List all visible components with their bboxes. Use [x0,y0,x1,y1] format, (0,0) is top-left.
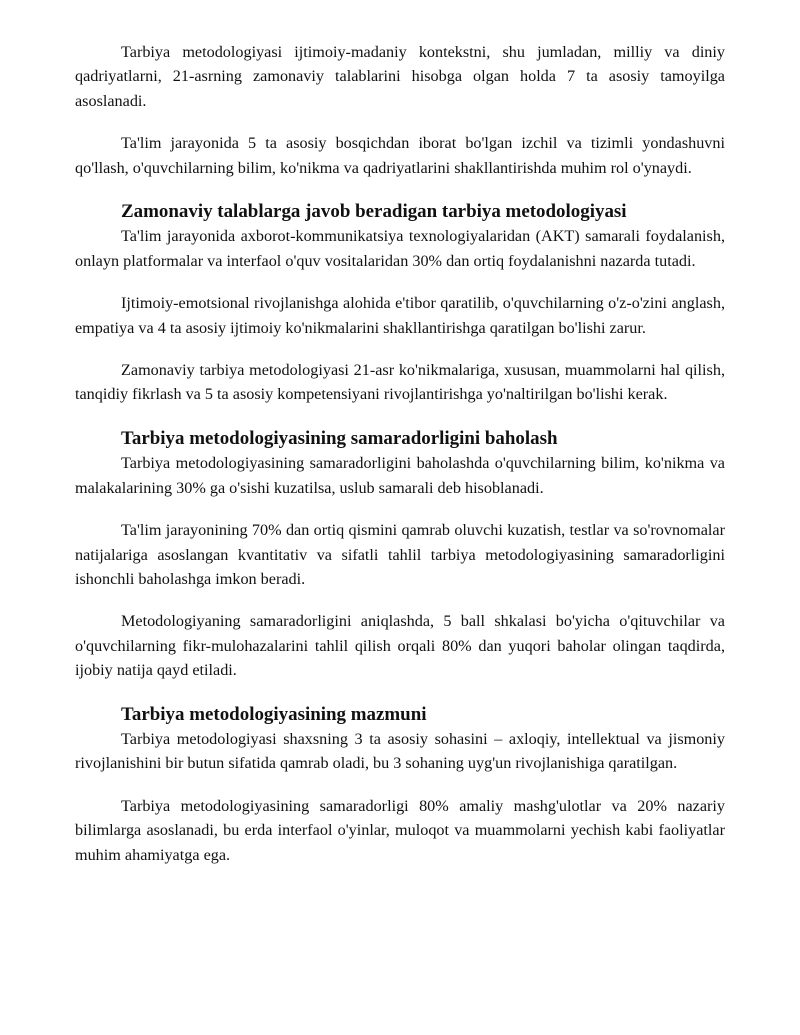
section1-paragraph-3: Zamonaviy tarbiya metodologiyasi 21-asr ko'nikmalariga, xususan, muammolarni hal qilish, tanqidiy fikrlash va 5 ta asosiy kompetensiyani rivojlantirishga yo'naltirilgan bo'lishi kerak. [75,361,725,404]
document-page [75,40,725,867]
section-heading-modern-methodology: Zamonaviy talablarga javob beradigan tarbiya metodologiyasi [121,201,627,223]
section1-paragraph-1: Ta'lim jarayonida axborot-kommunikatsiya texnologiyalaridan (AKT) samarali foydalanish, onlayn platformalar va interfaol o'quv vositalaridan 30% dan ortiq foydalanishni nazarda tutadi. [75,227,725,270]
section2-paragraph-2: Ta'lim jarayonining 70% dan ortiq qismini qamrab oluvchi kuzatish, testlar va so'rovnomalar natijalariga asoslangan kvantitativ va sifatli tahlil tarbiya metodologiyasining samaradorligini ishonchli baholashga imkon beradi. [75,521,725,588]
intro-paragraph-1: Tarbiya metodologiyasi ijtimoiy-madaniy kontekstni, shu jumladan, milliy va diniy qadriyatlarni, 21-asrning zamonaviy talablarini hisobga olgan holda 7 ta asosiy tamoyilga asoslanadi. [75,43,725,110]
intro-paragraph-2: Ta'lim jarayonida 5 ta asosiy bosqichdan iborat bo'lgan izchil va tizimli yondashuvni qo'llash, o'quvchilarning bilim, ko'nikma va qadriyatlarini shakllantirishda muhim rol o'ynaydi. [75,134,725,177]
section-heading-methodology-content: Tarbiya metodologiyasining mazmuni [121,703,427,725]
section3-paragraph-2: Tarbiya metodologiyasining samaradorligi 80% amaliy mashg'ulotlar va 20% nazariy bilimlarga asoslanadi, bu erda interfaol o'yinlar, muloqot va muammolarni yechish kabi faoliyatlar muhim ahamiyatga ega. [75,796,725,864]
section1-paragraph-2: Ijtimoiy-emotsional rivojlanishga alohida e'tibor qaratilib, o'quvchilarning o'z-o'zini anglash, empatiya va 4 ta asosiy ijtimoiy ko'nikmalarini shakllantirishga qaratilgan bo'lishi zarur. [75,294,725,337]
section3-paragraph-1: Tarbiya metodologiyasi shaxsning 3 ta asosiy sohasini – axloqiy, intellektual va jismoniy rivojlanishini bir butun sifatida qamrab oladi, bu 3 sohaning uyg'un rivojlanishiga qaratilgan. [75,729,725,773]
section-heading-effectiveness-evaluation: Tarbiya metodologiyasining samaradorligini baholash [121,427,558,449]
section2-paragraph-1: Tarbiya metodologiyasining samaradorligini baholashda o'quvchilarning bilim, ko'nikma va malakalarining 30% ga o'sishi kuzatilsa, uslub samarali deb hisoblanadi. [75,454,725,497]
section2-paragraph-3: Metodologiyaning samaradorligini aniqlashda, 5 ball shkalasi bo'yicha o'qituvchilar va o'quvchilarning fikr-mulohazalarini tahlil qilish orqali 80% dan yuqori baholar olingan taqdirda, ijobiy natija qayd etiladi. [75,612,725,680]
